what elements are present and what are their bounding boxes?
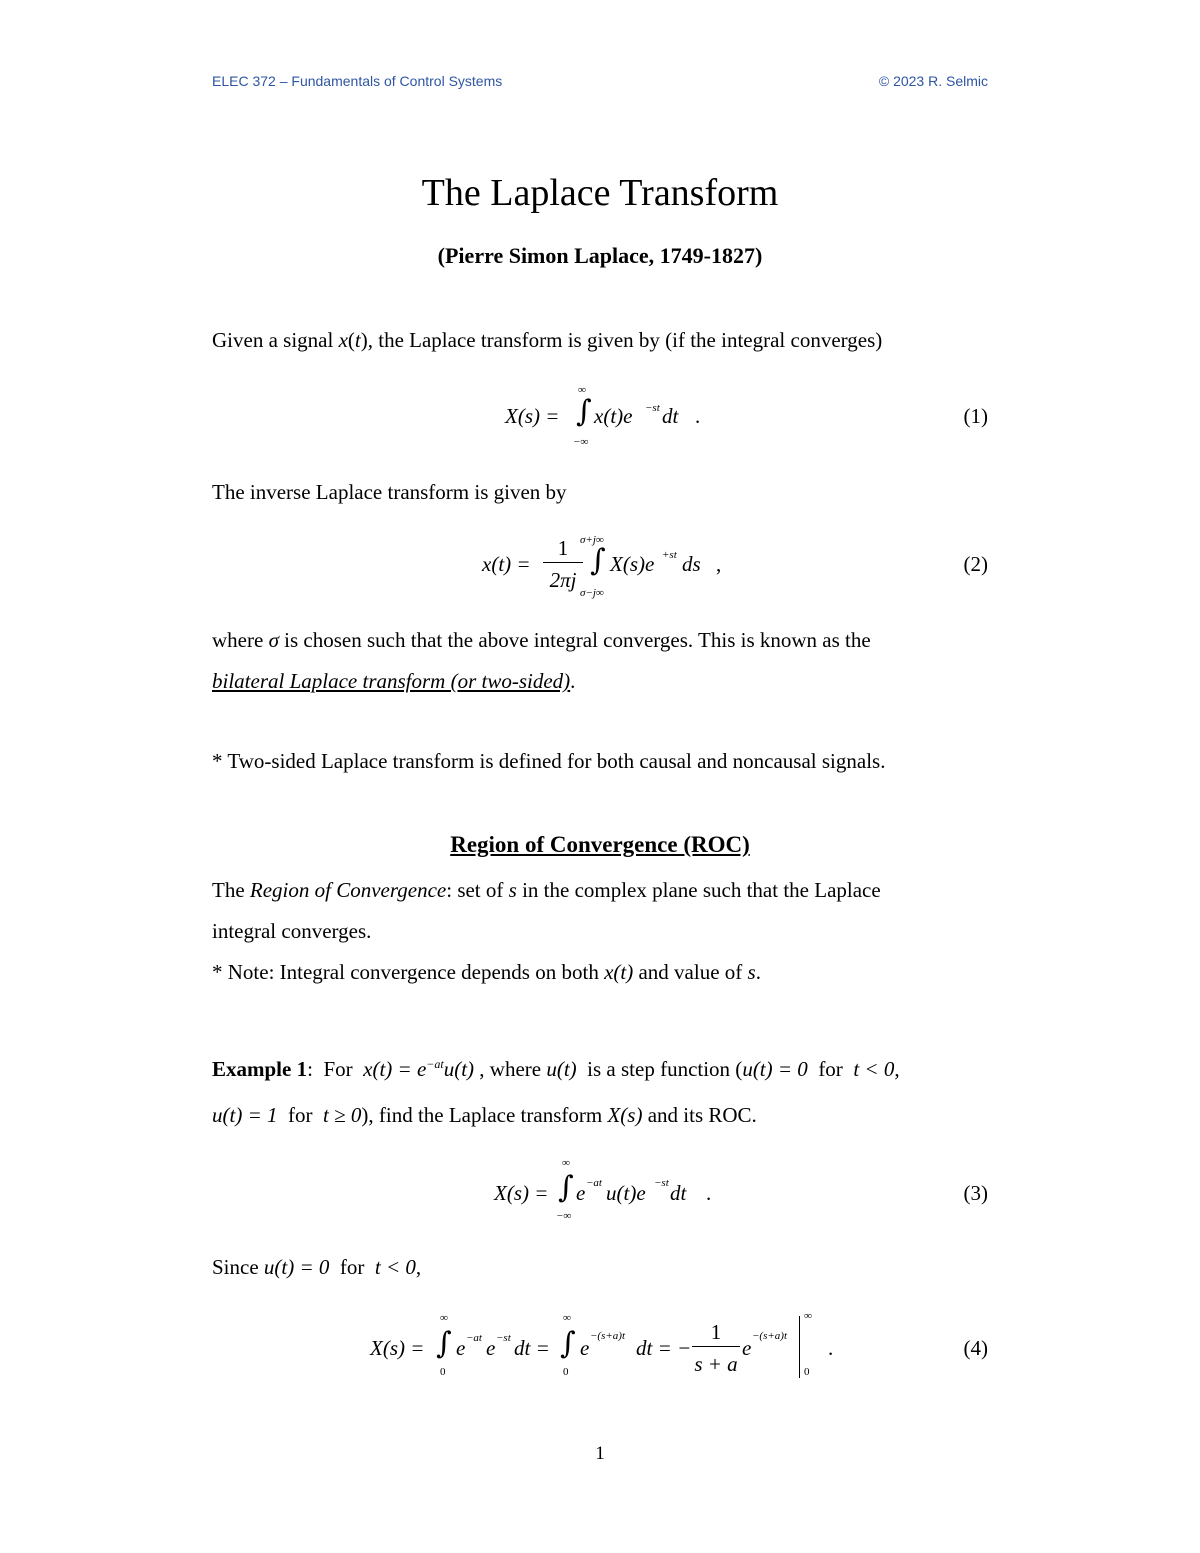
example-1-line2: u(t) = 1 for t ≥ 0), find the Laplace transform X(s) and its ROC. (212, 1103, 757, 1127)
equation-4-number: (4) (963, 1336, 988, 1360)
where-paragraph: where σ is chosen such that the above integral converges. This is known as the (212, 628, 871, 652)
roc-definition-line2: integral converges. (212, 919, 372, 943)
page-number: 1 (595, 1443, 605, 1464)
since-line: Since u(t) = 0 for t < 0, (212, 1255, 422, 1279)
roc-heading: Region of Convergence (ROC) (450, 832, 750, 857)
example-1-line1: Example 1: For $x(t) = e^{-at}u(t)$ , where u(t) is a step function (u(t) = 0 for t < 0, (212, 1057, 900, 1081)
equation-3-number: (3) (963, 1181, 988, 1205)
copyright-header: © 2023 R. Selmic (878, 73, 988, 89)
course-header: ELEC 372 – Fundamentals of Control Systems (212, 73, 503, 89)
equation-1-number: (1) (963, 404, 988, 428)
inverse-intro: The inverse Laplace transform is given by (212, 480, 567, 504)
intro-paragraph: Given a signal x(t), the Laplace transform is given by (if the integral converges) (212, 328, 883, 352)
two-sided-note: * Two-sided Laplace transform is defined for both causal and noncausal signals. (212, 749, 886, 773)
bilateral-line: bilateral Laplace transform (or two-sided). (212, 669, 576, 693)
equation-2-number: (2) (963, 552, 988, 576)
page-title: The Laplace Transform (421, 172, 779, 214)
roc-definition: The Region of Convergence: set of s in the complex plane such that the Laplace (212, 878, 881, 902)
page-subtitle: (Pierre Simon Laplace, 1749-1827) (437, 243, 763, 268)
roc-note: * Note: Integral convergence depends on both x(t) and value of s. (212, 960, 761, 984)
